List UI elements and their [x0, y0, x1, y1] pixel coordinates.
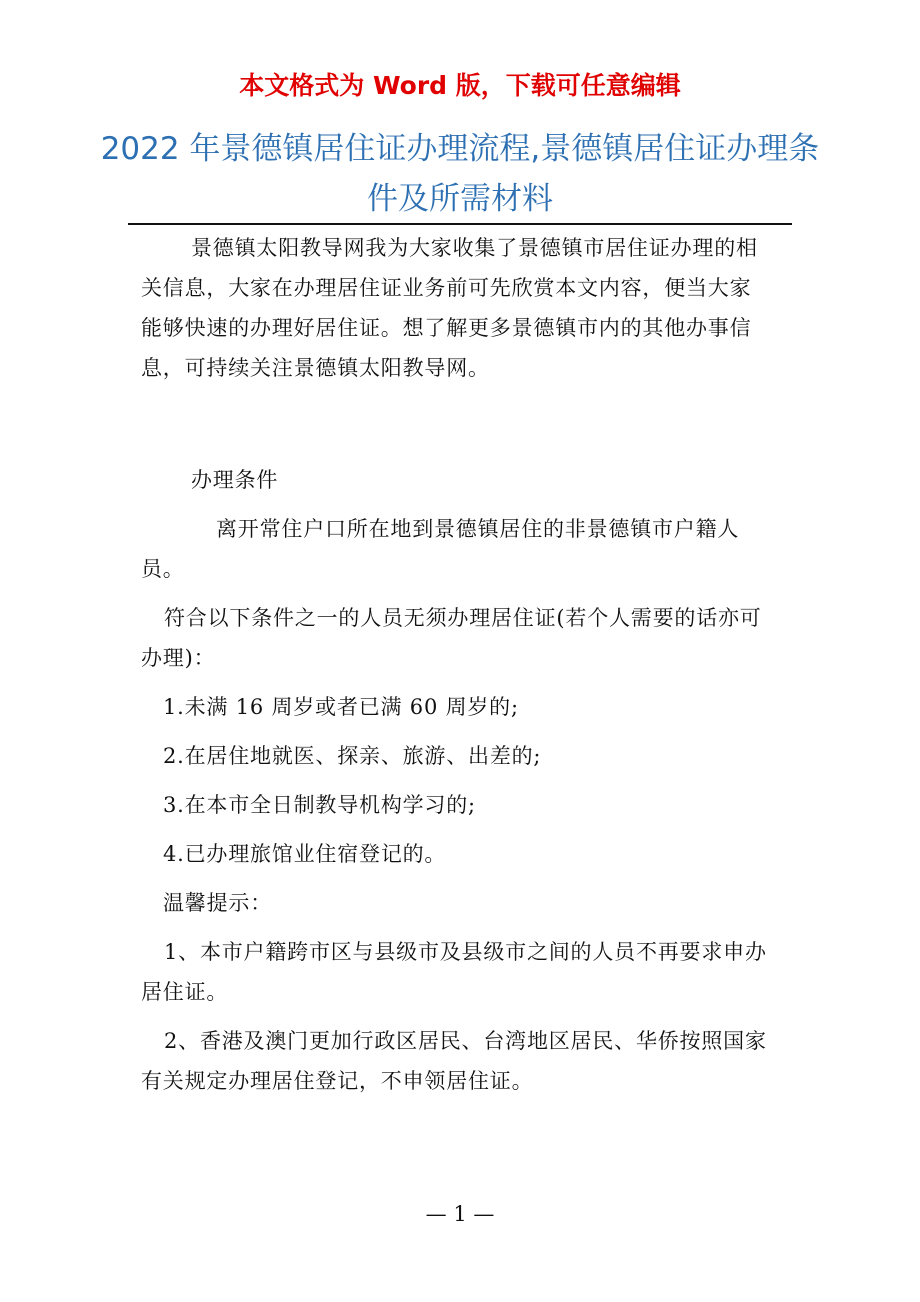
tip-paragraph: 1、本市户籍跨市区与县级市及县级市之间的人员不再要求申办居住证。 [141, 940, 767, 1004]
format-banner: 本文格式为 Word 版，下载可任意编辑 [239, 71, 681, 100]
section-heading-conditions: 办理条件 [191, 468, 279, 492]
exemption-item: 2.在居住地就医、探亲、旅游、出差的; [163, 744, 542, 768]
tips-heading: 温馨提示： [163, 891, 272, 915]
tip-paragraph: 2、香港及澳门更加行政区居民、台湾地区居民、华侨按照国家有关规定办理居住登记，不申领居住证。 [141, 1029, 767, 1093]
condition-paragraph: 离开常住户口所在地到景德镇居住的非景德镇市户籍人员。 [141, 517, 740, 581]
exemption-item: 4.已办理旅馆业住宿登记的。 [163, 842, 447, 866]
title-divider [128, 223, 792, 225]
page-number: — 1 — [425, 1202, 495, 1226]
paragraph-gap [141, 388, 769, 460]
exemption-intro-paragraph: 符合以下条件之一的人员无须办理居住证(若个人需要的话亦可办理)： [141, 606, 762, 670]
exemption-item: 3.在本市全日制教导机构学习的; [163, 793, 476, 817]
document-title: 2022 年景德镇居住证办理流程,景德镇居住证办理条件及所需材料 [100, 131, 820, 217]
intro-paragraph: 景德镇太阳教导网我为大家收集了景德镇市居住证办理的相关信息，大家在办理居住证业务前可先欣赏本文内容，便当大家能够快速的办理好居住证。想了解更多景德镇市内的其他办事信息，可持续关注景德镇太阳教导网。 [141, 236, 758, 380]
document-body [141, 228, 769, 1101]
exemption-item: 1.未满 16 周岁或者已满 60 周岁的; [163, 695, 519, 719]
